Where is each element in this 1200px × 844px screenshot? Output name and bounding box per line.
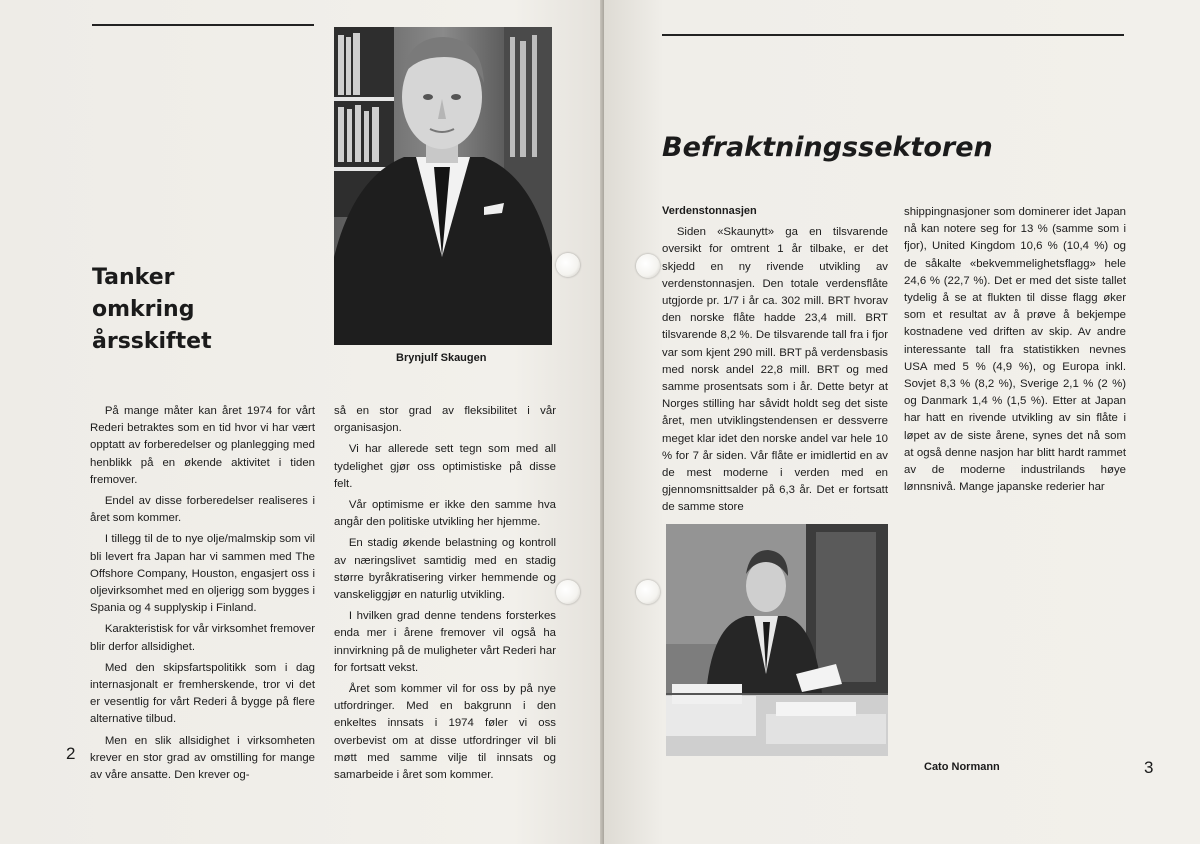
paragraph: Men en slik allsidighet i virksomheten krever en stor grad av omstilling for mange av våre ansatte. Den krever og- bbox=[90, 734, 315, 782]
article-column-1 bbox=[90, 403, 315, 784]
photo-caption: Cato Normann bbox=[924, 761, 1000, 773]
article-column-2 bbox=[904, 204, 1126, 496]
article-column-1 bbox=[662, 203, 888, 517]
title-line-1: Tanker bbox=[92, 265, 175, 290]
right-page bbox=[604, 0, 1200, 844]
portrait-image bbox=[334, 27, 552, 345]
top-rule bbox=[92, 24, 314, 26]
page-number: 3 bbox=[1144, 758, 1154, 777]
paragraph: På mange måter kan året 1974 for vårt Rederi betraktes som en tid hvor vi har vært opptatt av forberedelser og planlegging med henblikk på en økende aktivitet i tiden fremover. bbox=[90, 405, 315, 486]
title-line-2: omkring bbox=[92, 297, 195, 322]
portrait-photo-brynjulf-skaugen bbox=[334, 27, 552, 345]
binder-hole bbox=[556, 580, 580, 604]
title-line-3: årsskiftet bbox=[92, 329, 212, 354]
paragraph: Med den skipsfartspolitikk som i dag internasjonalt er fremherskende, tror vi det er vesentlig for vårt Rederi å bygge på flere alternative tilbud. bbox=[90, 661, 315, 726]
paragraph: Vi har allerede sett tegn som med all tydelighet gjør oss optimistiske på disse felt. bbox=[334, 443, 556, 490]
photo-caption: Brynjulf Skaugen bbox=[396, 352, 487, 364]
paragraph: I tillegg til de to nye olje/malmskip som vil bli levert fra Japan har vi sammen med The Offshore Company, Houston, engasjert oss i oljevirksomhet med en oljerigg som bygges i Spania og 4 supplyskip i Finland. bbox=[90, 533, 315, 615]
article-title: Befraktningssektoren bbox=[662, 132, 993, 163]
paragraph: shippingnasjoner som dominerer idet Japan nå kan notere seg for 13 % (samme som i fjor), United Kingdom 10,6 % (10,4 %) og de såkalte «bekvemmelighetsflagg» hele 24,6 % (22,7 %). Det er med det siste tallet tydelig å se at flukten til disse flagg øker som et resultat av å prøve å bekjempe kostnadene ved driften av skip. Av andre interessante tall fra statistikken nevnes USA med 5 % (4,9 %), og Europa inkl. Sovjet 8,3 % (8,2 %), Sverige 2,1 % (2 %) og Danmark 1,4 % (1,5 %). Etter at Japan har hatt en rivende utvikling av sin flåte i løpet av de siste årene, synes det nå som at også denne nasjon har blitt hardt rammet av de moderne industrilands høye lønnsnivå. Mange japanske rederier har bbox=[904, 206, 1126, 494]
paragraph: En stadig økende belastning og kontroll av næringslivet samtidig med en stadig større byråkratisering virker hemmende og vanskeliggjør en naturlig utvikling. bbox=[334, 537, 556, 602]
photo-cato-normann bbox=[666, 524, 888, 756]
office-photo bbox=[666, 524, 888, 756]
paragraph: Året som kommer vil for oss by på nye utfordringer. Med en bakgrunn i den enkeltes innsats i 1974 føler vi oss overbevist om at disse utfordringer vil bli møtt med samme vilje til innsats og samarbeide i året som kommer. bbox=[334, 683, 556, 782]
subheading: Verdenstonnasjen bbox=[662, 205, 757, 217]
paragraph: så en stor grad av fleksibilitet i vår organisasjon. bbox=[334, 405, 556, 435]
paragraph: Karakteristisk for vår virksomhet fremover blir derfor allsidighet. bbox=[90, 623, 315, 653]
paragraph: Siden «Skaunytt» ga en tilsvarende oversikt for omtrent 1 år tilbake, er det skjedd en ny rivende utvikling av verdenstonnasjen. Den totale verdensflåte utgjorde pr. 1/7 i år ca. 302 mill. BRT hvorav den norske flåte hadde 23,4 mill. BRT tilsvarende 8,2 %. De tilsvarende tall fra i fjor var som kjent 290 mill. BRT på verdensbasis med norsk andel 22,8 mill. BRT og med samme prosentsats som i år. Dette betyr at Norges stilling har såvidt holdt seg det siste året, men utviklingstendensen er dessverre meget klar idet den norske andel var hele 10 % for 7 år siden. Vår flåte er imidlertid en av de mest moderne i verden med en gjennomsnittsalder på 6,3 år. Det er fortsatt de samme store bbox=[662, 226, 888, 514]
article-column-2 bbox=[334, 403, 556, 784]
paragraph: Vår optimisme er ikke den samme hva angår den politiske utvikling her hjemme. bbox=[334, 499, 556, 529]
binder-hole bbox=[556, 253, 580, 277]
paragraph: Endel av disse forberedelser realiseres i året som kommer. bbox=[90, 495, 315, 525]
article-title bbox=[92, 262, 292, 358]
binder-hole bbox=[636, 254, 660, 278]
page-number: 2 bbox=[66, 744, 76, 763]
top-rule bbox=[662, 34, 1124, 36]
paragraph: I hvilken grad denne tendens forsterkes enda mer i årene fremover vil også ha innvirkning på de muligheter vårt Rederi har for fortsatt vekst. bbox=[334, 610, 556, 674]
binder-hole bbox=[636, 580, 660, 604]
